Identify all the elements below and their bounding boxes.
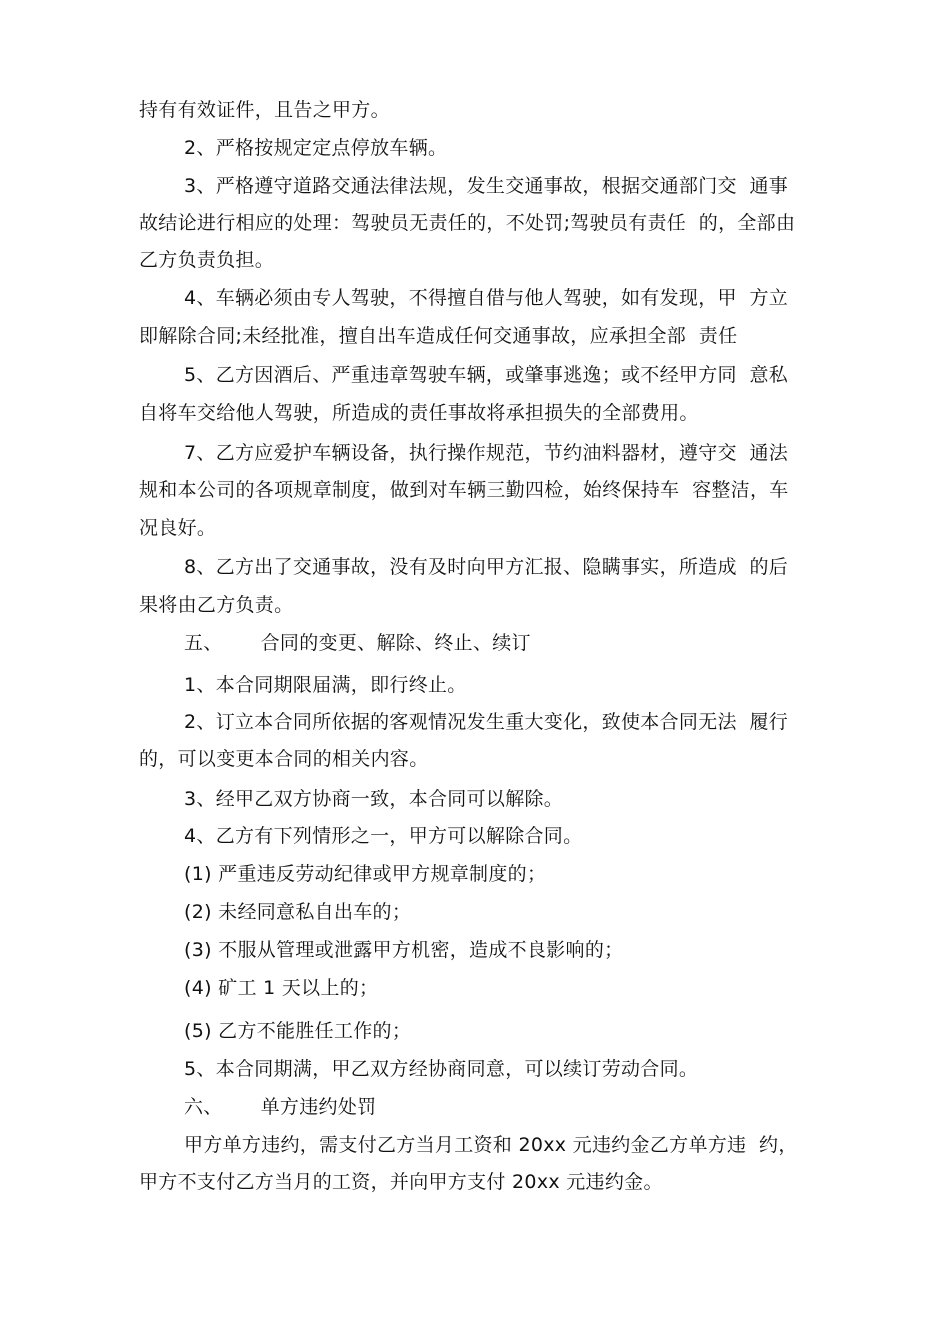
section-heading: 五、 合同的变更、解除、终止、续订: [184, 632, 531, 654]
list-item: (1) 严重违反劳动纪律或甲方规章制度的；: [184, 863, 547, 885]
text-line: 4、乙方有下列情形之一，甲方可以解除合同。: [184, 825, 583, 847]
text-line: 即解除合同;未经批准，擅自出车造成任何交通事故，应承担全部 责任: [139, 325, 738, 347]
list-item: (2) 未经同意私自出车的；: [184, 901, 412, 923]
text-line: 2、订立本合同所依据的客观情况发生重大变化，致使本合同无法 履行: [184, 711, 789, 733]
text-line: 规和本公司的各项规章制度，做到对车辆三勤四检，始终保持车 容整洁，车: [139, 479, 789, 501]
text-line: 5、本合同期满，甲乙双方经协商同意，可以续订劳动合同。: [184, 1058, 699, 1080]
text-line: 7、乙方应爱护车辆设备，执行操作规范，节约油料器材，遵守交 通法: [184, 442, 789, 464]
text-line: 故结论进行相应的处理：驾驶员无责任的，不处罚;驾驶员有责任 的，全部由: [139, 212, 796, 234]
section-heading: 六、 单方违约处罚: [184, 1096, 377, 1118]
list-item: (3) 不服从管理或泄露甲方机密，造成不良影响的；: [184, 939, 624, 961]
text-line: 8、乙方出了交通事故，没有及时向甲方汇报、隐瞒事实，所造成 的后: [184, 556, 789, 578]
text-line: 5、乙方因酒后、严重违章驾驶车辆，或肇事逃逸；或不经甲方同 意私: [184, 364, 789, 386]
text-line: 甲方单方违约，需支付乙方当月工资和 20xx 元违约金乙方单方违 约，: [184, 1134, 798, 1156]
text-line: 的，可以变更本合同的相关内容。: [139, 748, 429, 770]
text-line: 甲方不支付乙方当月的工资，并向甲方支付 20xx 元违约金。: [139, 1171, 663, 1193]
text-line: 况良好。: [139, 517, 217, 539]
text-line: 4、车辆必须由专人驾驶，不得擅自借与他人驾驶，如有发现，甲 方立: [184, 287, 789, 309]
text-line: 1、本合同期限届满，即行终止。: [184, 674, 467, 696]
text-line: 果将由乙方负责。: [139, 594, 294, 616]
text-line: 2、严格按规定定点停放车辆。: [184, 137, 448, 159]
text-line: 乙方负责负担。: [139, 249, 275, 271]
text-line: 自将车交给他人驾驶，所造成的责任事故将承担损失的全部费用。: [139, 402, 699, 424]
list-item: (4) 矿工 1 天以上的；: [184, 977, 379, 999]
list-item: (5) 乙方不能胜任工作的；: [184, 1020, 412, 1042]
text-line: 持有有效证件，且告之甲方。: [139, 99, 390, 121]
text-line: 3、经甲乙双方协商一致，本合同可以解除。: [184, 788, 564, 810]
text-line: 3、严格遵守道路交通法律法规，发生交通事故，根据交通部门交 通事: [184, 175, 789, 197]
